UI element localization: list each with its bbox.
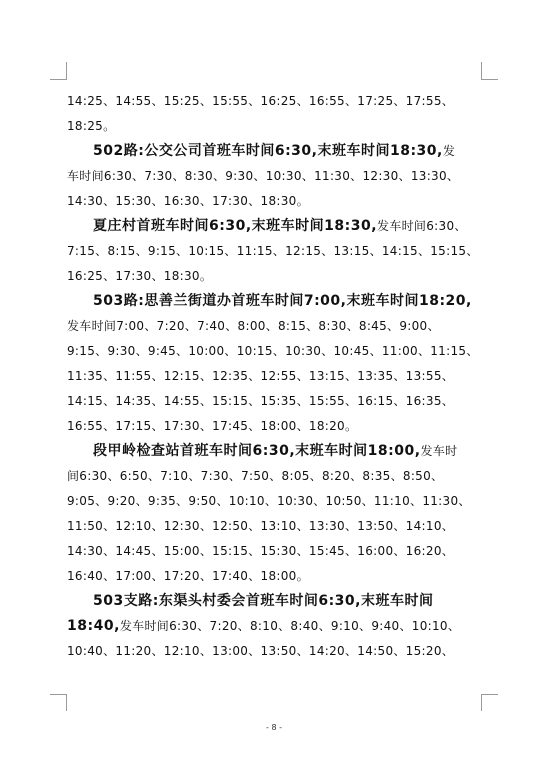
schedule-text: 11:50、12:10、12:30、12:50、13:10、13:30、13:50、14:10、	[67, 519, 455, 533]
text-line	[67, 514, 481, 539]
schedule-text: 发车时间7:00、7:20、7:40、8:00、8:15、8:30、8:45、9:00、	[67, 319, 440, 333]
route-heading-text: 段甲岭检查站首班车时间6:30,末班车时间18:00,	[93, 443, 421, 459]
text-line	[67, 239, 481, 264]
schedule-text: 11:35、11:55、12:15、12:35、12:55、13:15、13:35、13:55、	[67, 369, 455, 383]
text-line	[67, 214, 481, 239]
schedule-text: 16:25、17:30、18:30。	[67, 269, 213, 283]
schedule-text: 9:15、9:30、9:45、10:00、10:15、10:30、10:45、11:00、11:15、	[67, 344, 479, 358]
text-line	[67, 164, 481, 189]
schedule-text: 车时间6:30、7:30、8:30、9:30、10:30、11:30、12:30、13:30、	[67, 169, 460, 183]
text-line	[67, 114, 481, 139]
schedule-text: 间6:30、6:50、7:10、7:30、7:50、8:05、8:20、8:35、8:50、	[67, 469, 444, 483]
text-line	[67, 589, 481, 614]
text-line	[67, 464, 481, 489]
schedule-text: 9:05、9:20、9:35、9:50、10:10、10:30、10:50、11:10、11:30、	[67, 494, 471, 508]
document-body	[67, 89, 481, 664]
text-line	[67, 339, 481, 364]
route-heading-text: 503路:思善兰街道办首班车时间7:00,末班车时间18:20,	[93, 293, 472, 309]
schedule-text: 14:30、14:45、15:00、15:15、15:30、15:45、16:00、16:20、	[67, 544, 455, 558]
crop-mark-top-right-v	[481, 62, 482, 79]
text-line	[67, 439, 481, 464]
text-line	[67, 614, 481, 639]
schedule-text: 14:15、14:35、14:55、15:15、15:35、15:55、16:15、16:35、	[67, 394, 455, 408]
text-line	[67, 389, 481, 414]
text-line	[67, 139, 481, 164]
crop-mark-bottom-right-v	[481, 694, 482, 711]
schedule-text: 18:25。	[67, 119, 116, 133]
text-line	[67, 189, 481, 214]
schedule-text: 16:40、17:00、17:20、17:40、18:00。	[67, 569, 309, 583]
page-number: - 8 -	[266, 723, 282, 732]
text-line	[67, 639, 481, 664]
crop-mark-top-right-h	[481, 79, 498, 80]
text-line	[67, 489, 481, 514]
text-line	[67, 314, 481, 339]
route-heading-text: 18:40,	[67, 618, 120, 634]
schedule-text: 7:15、8:15、9:15、10:15、11:15、12:15、13:15、14:15、15:15、	[67, 244, 479, 258]
schedule-text: 16:55、17:15、17:30、17:45、18:00、18:20。	[67, 419, 358, 433]
schedule-text: 发车时	[420, 444, 458, 458]
route-heading-text: 503支路:东渠头村委会首班车时间6:30,末班车时间	[93, 593, 434, 609]
crop-mark-bottom-right-h	[481, 694, 498, 695]
text-line	[67, 564, 481, 589]
schedule-text: 发	[442, 144, 456, 158]
text-line	[67, 539, 481, 564]
schedule-text: 发车时间6:30、7:20、8:10、8:40、9:10、9:40、10:10、	[119, 619, 461, 633]
schedule-text: 14:25、14:55、15:25、15:55、16:25、16:55、17:25、17:55、	[67, 94, 455, 108]
text-line	[67, 414, 481, 439]
crop-mark-top-left-h	[50, 79, 67, 80]
text-line	[67, 364, 481, 389]
text-line	[67, 264, 481, 289]
schedule-text: 10:40、11:20、12:10、13:00、13:50、14:20、14:50、15:20、	[67, 644, 455, 658]
text-line	[67, 289, 481, 314]
schedule-text: 发车时间6:30、	[377, 219, 467, 233]
crop-mark-bottom-left-v	[66, 694, 67, 711]
route-heading-text: 夏庄村首班车时间6:30,末班车时间18:30,	[93, 218, 378, 234]
schedule-text: 14:30、15:30、16:30、17:30、18:30。	[67, 194, 309, 208]
route-heading-text: 502路:公交公司首班车时间6:30,末班车时间18:30,	[93, 143, 443, 159]
crop-mark-top-left-v	[66, 62, 67, 79]
text-line	[67, 89, 481, 114]
crop-mark-bottom-left-h	[50, 694, 67, 695]
